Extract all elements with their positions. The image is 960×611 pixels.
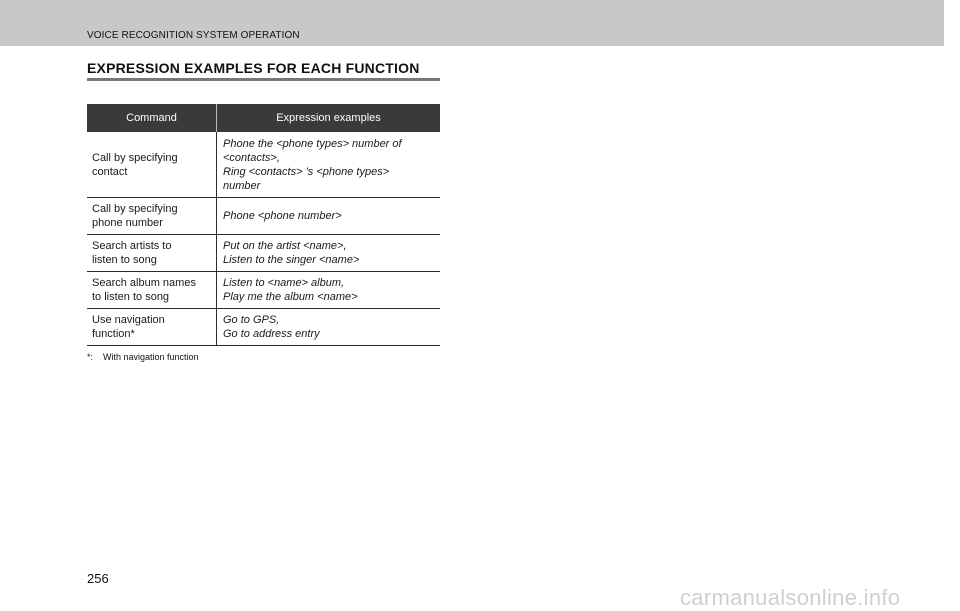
- header-band: [0, 0, 944, 46]
- example-line: Go to address entry: [223, 328, 320, 340]
- command-cell: [87, 235, 217, 272]
- example-line: number: [223, 179, 261, 192]
- example-line: Phone the <phone types> number of: [223, 137, 402, 150]
- page-heading: EXPRESSION EXAMPLES FOR EACH FUNCTION: [87, 60, 420, 76]
- command-cell: [87, 309, 217, 346]
- footnote: [87, 352, 199, 362]
- command-line: to listen to song: [92, 291, 170, 303]
- example-line: Listen to <name> album,: [223, 277, 345, 289]
- table-row: [87, 198, 440, 235]
- example-line: Go to GPS,: [223, 314, 280, 326]
- command-cell: [87, 198, 217, 235]
- footnote-mark: *:: [87, 352, 94, 362]
- page-number: 256: [87, 571, 109, 586]
- command-line: Use navigation: [92, 314, 165, 326]
- command-line: phone number: [92, 217, 163, 229]
- watermark: carmanualsonline.info: [680, 585, 901, 610]
- section-title: VOICE RECOGNITION SYSTEM OPERATION: [87, 30, 300, 41]
- column-header-command: Command: [87, 104, 217, 132]
- expression-table: [87, 104, 440, 346]
- command-line: function*: [92, 328, 135, 340]
- table-row: [87, 235, 440, 272]
- command-cell: [87, 132, 217, 198]
- examples-cell: [217, 272, 441, 309]
- command-line: contact: [92, 165, 128, 178]
- table-row: [87, 309, 440, 346]
- example-line: Play me the album <name>: [223, 291, 358, 303]
- example-line: Listen to the singer <name>: [223, 254, 360, 266]
- command-line: Search album names: [92, 277, 196, 289]
- command-line: Call by specifying: [92, 151, 178, 164]
- example-line: Ring <contacts> ’s <phone types>: [223, 165, 390, 178]
- command-line: Call by specifying: [92, 203, 178, 215]
- table-header-row: [87, 104, 440, 132]
- examples-cell: [217, 309, 441, 346]
- footnote-text: With navigation function: [103, 352, 199, 362]
- heading-underline: [87, 78, 440, 81]
- column-header-examples: Expression examples: [217, 104, 441, 132]
- command-line: Search artists to: [92, 240, 172, 252]
- command-cell: [87, 272, 217, 309]
- examples-cell: [217, 132, 441, 198]
- example-line: Put on the artist <name>,: [223, 240, 347, 252]
- example-line: Phone <phone number>: [223, 210, 342, 222]
- examples-cell: [217, 235, 441, 272]
- table-row: [87, 132, 440, 198]
- command-line: listen to song: [92, 254, 157, 266]
- examples-cell: [217, 198, 441, 235]
- example-line: <contacts>,: [223, 151, 280, 164]
- table-row: [87, 272, 440, 309]
